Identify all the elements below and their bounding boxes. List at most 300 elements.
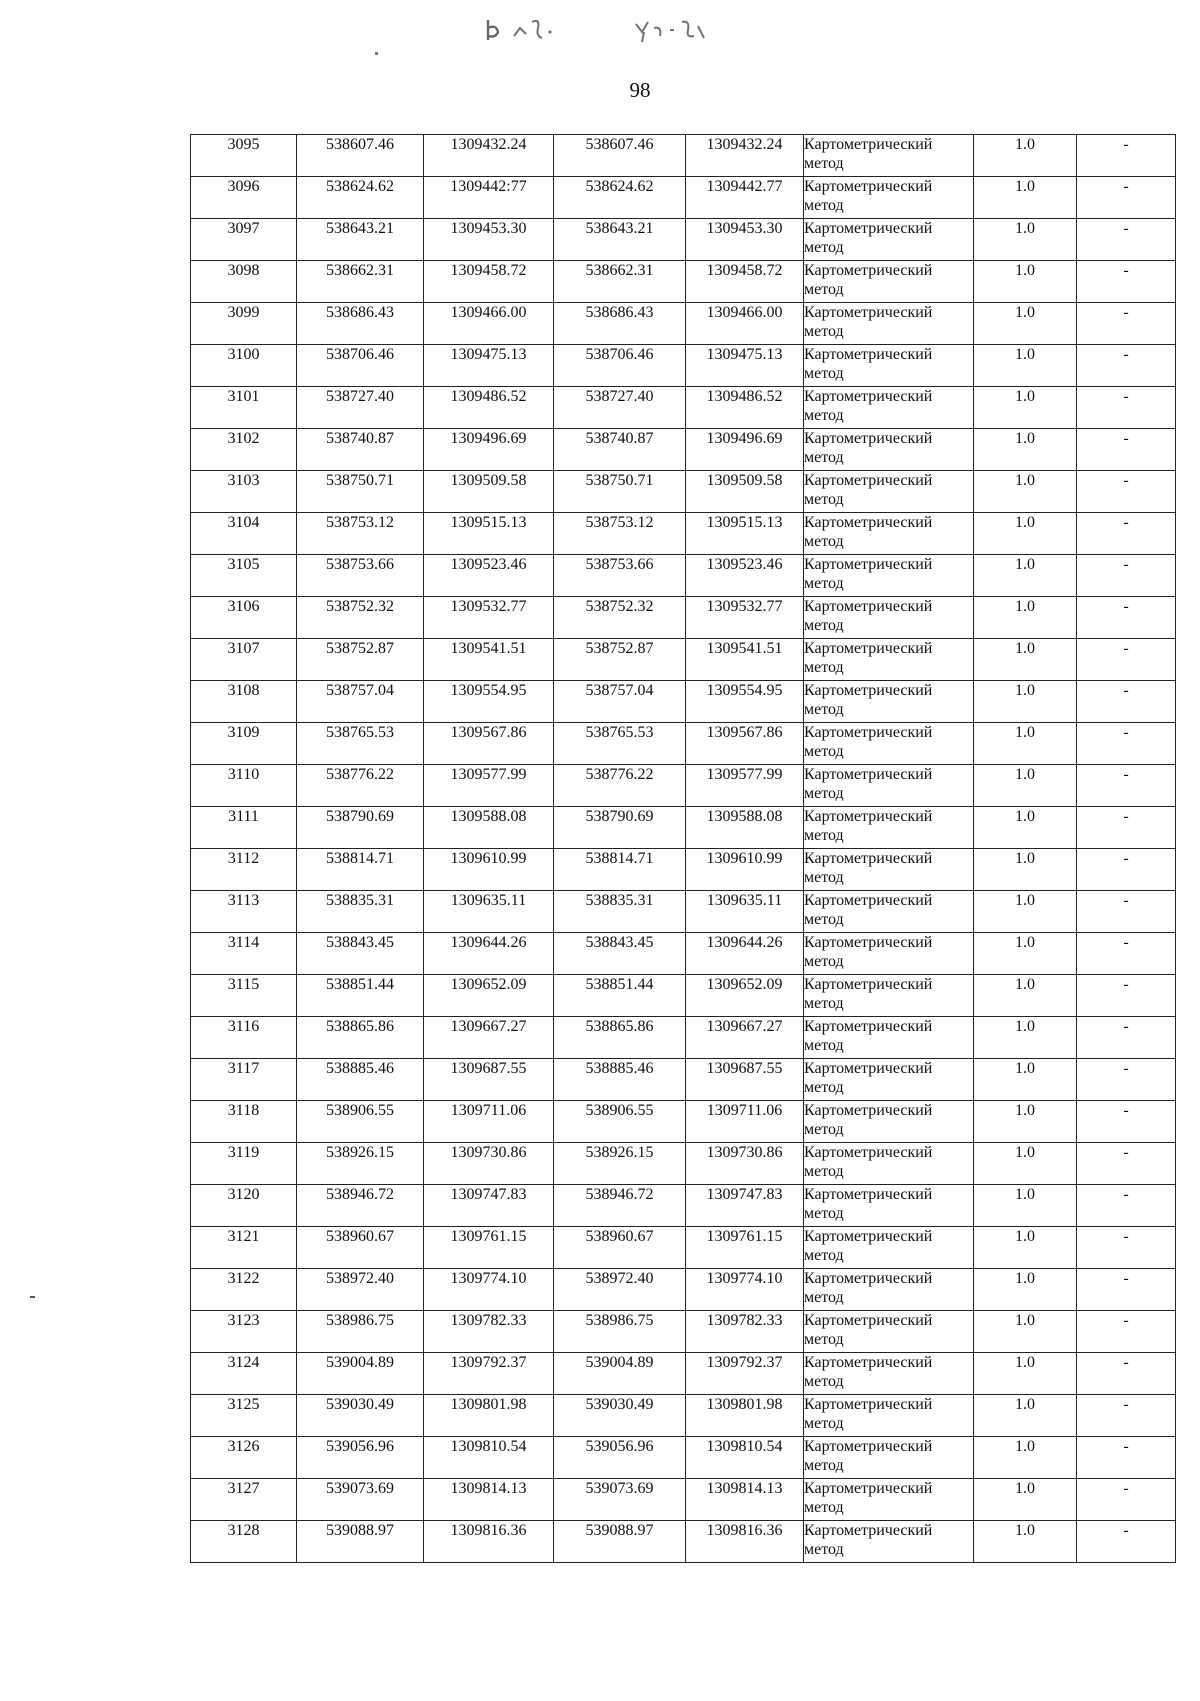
method-label-line1: Картометрический (804, 1522, 933, 1539)
accuracy-cell: 1.0 (974, 345, 1077, 387)
note-cell: - (1077, 681, 1176, 723)
method-label-line2: метод (804, 533, 844, 550)
accuracy-cell: 1.0 (974, 975, 1077, 1017)
accuracy-cell: 1.0 (974, 597, 1077, 639)
table-row (191, 1143, 1176, 1185)
y-old-cell: 1309730.86 (424, 1143, 554, 1185)
note-cell: - (1077, 1185, 1176, 1227)
y-new-cell: 1309644.26 (686, 933, 804, 975)
table-row (191, 1395, 1176, 1437)
x-new-cell: 538624.62 (554, 177, 686, 219)
method-label-line1: Картометрический (804, 724, 933, 741)
accuracy-cell: 1.0 (974, 513, 1077, 555)
y-old-cell: 1309610.99 (424, 849, 554, 891)
x-old-cell: 538752.87 (297, 639, 424, 681)
table-row (191, 933, 1176, 975)
table-row (191, 1521, 1176, 1563)
x-new-cell: 538740.87 (554, 429, 686, 471)
y-new-cell: 1309782.33 (686, 1311, 804, 1353)
method-label-line2: метод (804, 323, 844, 340)
y-new-cell: 1309567.86 (686, 723, 804, 765)
x-old-cell: 538662.31 (297, 261, 424, 303)
x-old-cell: 538790.69 (297, 807, 424, 849)
accuracy-cell: 1.0 (974, 1059, 1077, 1101)
method-label-line2: метод (804, 407, 844, 424)
x-old-cell: 538753.12 (297, 513, 424, 555)
method-label-line2: метод (804, 995, 844, 1012)
y-old-cell: 1309442:77 (424, 177, 554, 219)
y-old-cell: 1309774.10 (424, 1269, 554, 1311)
note-cell: - (1077, 1311, 1176, 1353)
table-row (191, 1227, 1176, 1269)
point-number-cell: 3103 (191, 471, 297, 513)
y-old-cell: 1309554.95 (424, 681, 554, 723)
accuracy-cell: 1.0 (974, 1521, 1077, 1563)
y-old-cell: 1309635.11 (424, 891, 554, 933)
method-cell (804, 1059, 974, 1101)
coordinates-table (190, 134, 1176, 1563)
table-row (191, 555, 1176, 597)
method-label-line1: Картометрический (804, 976, 933, 993)
accuracy-cell: 1.0 (974, 1437, 1077, 1479)
x-new-cell: 538662.31 (554, 261, 686, 303)
y-new-cell: 1309442.77 (686, 177, 804, 219)
method-cell (804, 849, 974, 891)
accuracy-cell: 1.0 (974, 387, 1077, 429)
method-label-line1: Картометрический (804, 808, 933, 825)
x-old-cell: 538752.32 (297, 597, 424, 639)
point-number-cell: 3102 (191, 429, 297, 471)
method-label-line2: метод (804, 617, 844, 634)
x-old-cell: 539004.89 (297, 1353, 424, 1395)
x-new-cell: 538885.46 (554, 1059, 686, 1101)
x-new-cell: 538946.72 (554, 1185, 686, 1227)
note-cell: - (1077, 891, 1176, 933)
table-row (191, 1437, 1176, 1479)
method-label-line1: Картометрический (804, 766, 933, 783)
y-old-cell: 1309515.13 (424, 513, 554, 555)
table-row (191, 891, 1176, 933)
coordinates-table-body (191, 135, 1176, 1563)
method-label-line1: Картометрический (804, 136, 933, 153)
point-number-cell: 3126 (191, 1437, 297, 1479)
table-row (191, 303, 1176, 345)
note-cell: - (1077, 807, 1176, 849)
method-cell (804, 1311, 974, 1353)
x-new-cell: 538790.69 (554, 807, 686, 849)
x-new-cell: 538865.86 (554, 1017, 686, 1059)
point-number-cell: 3116 (191, 1017, 297, 1059)
y-new-cell: 1309523.46 (686, 555, 804, 597)
y-old-cell: 1309801.98 (424, 1395, 554, 1437)
y-old-cell: 1309458.72 (424, 261, 554, 303)
table-row (191, 975, 1176, 1017)
method-label-line1: Картометрический (804, 220, 933, 237)
y-new-cell: 1309554.95 (686, 681, 804, 723)
method-cell (804, 723, 974, 765)
x-new-cell: 538750.71 (554, 471, 686, 513)
note-cell: - (1077, 1395, 1176, 1437)
x-old-cell: 538986.75 (297, 1311, 424, 1353)
point-number-cell: 3096 (191, 177, 297, 219)
method-label-line2: метод (804, 869, 844, 886)
method-label-line2: метод (804, 449, 844, 466)
method-label-line2: метод (804, 1331, 844, 1348)
y-new-cell: 1309541.51 (686, 639, 804, 681)
y-new-cell: 1309792.37 (686, 1353, 804, 1395)
point-number-cell: 3098 (191, 261, 297, 303)
method-cell (804, 933, 974, 975)
note-cell: - (1077, 1353, 1176, 1395)
method-cell (804, 177, 974, 219)
y-new-cell: 1309466.00 (686, 303, 804, 345)
method-cell (804, 555, 974, 597)
x-old-cell: 538765.53 (297, 723, 424, 765)
x-old-cell: 538885.46 (297, 1059, 424, 1101)
y-old-cell: 1309711.06 (424, 1101, 554, 1143)
method-label-line2: метод (804, 1247, 844, 1264)
y-new-cell: 1309458.72 (686, 261, 804, 303)
method-cell (804, 681, 974, 723)
method-label-line1: Картометрический (804, 1354, 933, 1371)
y-new-cell: 1309515.13 (686, 513, 804, 555)
note-cell: - (1077, 1269, 1176, 1311)
x-old-cell: 538946.72 (297, 1185, 424, 1227)
method-cell (804, 891, 974, 933)
method-label-line1: Картометрический (804, 850, 933, 867)
accuracy-cell: 1.0 (974, 1311, 1077, 1353)
page-number: 98 (629, 78, 651, 102)
x-new-cell: 538986.75 (554, 1311, 686, 1353)
point-number-cell: 3095 (191, 135, 297, 177)
y-old-cell: 1309687.55 (424, 1059, 554, 1101)
y-new-cell: 1309588.08 (686, 807, 804, 849)
method-cell (804, 1101, 974, 1143)
method-label-line2: метод (804, 659, 844, 676)
table-row (191, 639, 1176, 681)
y-new-cell: 1309667.27 (686, 1017, 804, 1059)
table-row (191, 513, 1176, 555)
table-row (191, 1479, 1176, 1521)
table-row (191, 345, 1176, 387)
y-new-cell: 1309810.54 (686, 1437, 804, 1479)
y-old-cell: 1309541.51 (424, 639, 554, 681)
x-old-cell: 538926.15 (297, 1143, 424, 1185)
table-row (191, 387, 1176, 429)
point-number-cell: 3113 (191, 891, 297, 933)
y-old-cell: 1309816.36 (424, 1521, 554, 1563)
point-number-cell: 3123 (191, 1311, 297, 1353)
accuracy-cell: 1.0 (974, 849, 1077, 891)
method-label-line1: Картометрический (804, 556, 933, 573)
method-label-line1: Картометрический (804, 1102, 933, 1119)
point-number-cell: 3105 (191, 555, 297, 597)
x-old-cell: 538624.62 (297, 177, 424, 219)
x-new-cell: 538926.15 (554, 1143, 686, 1185)
method-label-line1: Картометрический (804, 1228, 933, 1245)
point-number-cell: 3111 (191, 807, 297, 849)
x-new-cell: 538851.44 (554, 975, 686, 1017)
x-old-cell: 538835.31 (297, 891, 424, 933)
x-old-cell: 538750.71 (297, 471, 424, 513)
note-cell: - (1077, 471, 1176, 513)
x-new-cell: 538706.46 (554, 345, 686, 387)
table-row (191, 471, 1176, 513)
accuracy-cell: 1.0 (974, 1395, 1077, 1437)
scan-speck (375, 52, 378, 55)
table-row (191, 1185, 1176, 1227)
note-cell: - (1077, 639, 1176, 681)
y-old-cell: 1309810.54 (424, 1437, 554, 1479)
method-label-line2: метод (804, 911, 844, 928)
point-number-cell: 3109 (191, 723, 297, 765)
method-cell (804, 513, 974, 555)
table-row (191, 135, 1176, 177)
y-old-cell: 1309432.24 (424, 135, 554, 177)
x-new-cell: 539030.49 (554, 1395, 686, 1437)
method-label-line1: Картометрический (804, 640, 933, 657)
y-new-cell: 1309432.24 (686, 135, 804, 177)
point-number-cell: 3117 (191, 1059, 297, 1101)
y-old-cell: 1309567.86 (424, 723, 554, 765)
y-new-cell: 1309475.13 (686, 345, 804, 387)
method-label-line1: Картометрический (804, 1270, 933, 1287)
accuracy-cell: 1.0 (974, 177, 1077, 219)
method-label-line2: метод (804, 743, 844, 760)
y-old-cell: 1309475.13 (424, 345, 554, 387)
method-label-line2: метод (804, 491, 844, 508)
y-new-cell: 1309761.15 (686, 1227, 804, 1269)
y-old-cell: 1309453.30 (424, 219, 554, 261)
x-old-cell: 538753.66 (297, 555, 424, 597)
y-new-cell: 1309509.58 (686, 471, 804, 513)
accuracy-cell: 1.0 (974, 303, 1077, 345)
method-label-line2: метод (804, 1457, 844, 1474)
method-cell (804, 1353, 974, 1395)
table-row (191, 1311, 1176, 1353)
accuracy-cell: 1.0 (974, 471, 1077, 513)
x-new-cell: 538776.22 (554, 765, 686, 807)
y-new-cell: 1309730.86 (686, 1143, 804, 1185)
method-label-line1: Картометрический (804, 262, 933, 279)
y-old-cell: 1309509.58 (424, 471, 554, 513)
accuracy-cell: 1.0 (974, 219, 1077, 261)
method-label-line1: Картометрический (804, 1018, 933, 1035)
table-row (191, 681, 1176, 723)
method-label-line1: Картометрический (804, 178, 933, 195)
method-cell (804, 1395, 974, 1437)
method-cell (804, 345, 974, 387)
accuracy-cell: 1.0 (974, 1143, 1077, 1185)
point-number-cell: 3112 (191, 849, 297, 891)
accuracy-cell: 1.0 (974, 1017, 1077, 1059)
x-old-cell: 538740.87 (297, 429, 424, 471)
table-row (191, 261, 1176, 303)
accuracy-cell: 1.0 (974, 1479, 1077, 1521)
method-label-line2: метод (804, 1499, 844, 1516)
method-label-line1: Картометрический (804, 1186, 933, 1203)
y-old-cell: 1309644.26 (424, 933, 554, 975)
method-label-line2: метод (804, 1163, 844, 1180)
accuracy-cell: 1.0 (974, 1353, 1077, 1395)
accuracy-cell: 1.0 (974, 135, 1077, 177)
note-cell: - (1077, 261, 1176, 303)
point-number-cell: 3110 (191, 765, 297, 807)
y-old-cell: 1309782.33 (424, 1311, 554, 1353)
point-number-cell: 3099 (191, 303, 297, 345)
y-old-cell: 1309652.09 (424, 975, 554, 1017)
method-label-line2: метод (804, 365, 844, 382)
table-row (191, 1353, 1176, 1395)
x-new-cell: 538753.12 (554, 513, 686, 555)
x-old-cell: 539088.97 (297, 1521, 424, 1563)
y-new-cell: 1309577.99 (686, 765, 804, 807)
method-label-line2: метод (804, 1373, 844, 1390)
point-number-cell: 3124 (191, 1353, 297, 1395)
x-new-cell: 538972.40 (554, 1269, 686, 1311)
x-old-cell: 538843.45 (297, 933, 424, 975)
note-cell: - (1077, 429, 1176, 471)
method-label-line2: метод (804, 701, 844, 718)
accuracy-cell: 1.0 (974, 1269, 1077, 1311)
x-old-cell: 538814.71 (297, 849, 424, 891)
header-stamp-right (630, 14, 720, 44)
method-label-line1: Картометрический (804, 1312, 933, 1329)
point-number-cell: 3100 (191, 345, 297, 387)
margin-mark (30, 1296, 35, 1298)
y-new-cell: 1309486.52 (686, 387, 804, 429)
method-cell (804, 1479, 974, 1521)
y-old-cell: 1309667.27 (424, 1017, 554, 1059)
x-new-cell: 538835.31 (554, 891, 686, 933)
method-label-line1: Картометрический (804, 1480, 933, 1497)
method-cell (804, 261, 974, 303)
method-label-line1: Картометрический (804, 598, 933, 615)
method-label-line2: метод (804, 1037, 844, 1054)
y-new-cell: 1309774.10 (686, 1269, 804, 1311)
y-old-cell: 1309532.77 (424, 597, 554, 639)
point-number-cell: 3101 (191, 387, 297, 429)
accuracy-cell: 1.0 (974, 891, 1077, 933)
y-old-cell: 1309577.99 (424, 765, 554, 807)
note-cell: - (1077, 1521, 1176, 1563)
note-cell: - (1077, 345, 1176, 387)
x-old-cell: 538865.86 (297, 1017, 424, 1059)
note-cell: - (1077, 513, 1176, 555)
accuracy-cell: 1.0 (974, 1227, 1077, 1269)
x-new-cell: 539073.69 (554, 1479, 686, 1521)
table-row (191, 429, 1176, 471)
x-new-cell: 538686.43 (554, 303, 686, 345)
method-label-line1: Картометрический (804, 934, 933, 951)
y-old-cell: 1309486.52 (424, 387, 554, 429)
point-number-cell: 3115 (191, 975, 297, 1017)
accuracy-cell: 1.0 (974, 1101, 1077, 1143)
method-label-line2: метод (804, 1415, 844, 1432)
note-cell: - (1077, 1227, 1176, 1269)
accuracy-cell: 1.0 (974, 1185, 1077, 1227)
method-label-line1: Картометрический (804, 1060, 933, 1077)
method-cell (804, 387, 974, 429)
table-row (191, 765, 1176, 807)
y-new-cell: 1309652.09 (686, 975, 804, 1017)
method-cell (804, 429, 974, 471)
y-new-cell: 1309747.83 (686, 1185, 804, 1227)
note-cell: - (1077, 219, 1176, 261)
x-new-cell: 538960.67 (554, 1227, 686, 1269)
table-row (191, 1017, 1176, 1059)
method-label-line1: Картометрический (804, 892, 933, 909)
x-old-cell: 538960.67 (297, 1227, 424, 1269)
point-number-cell: 3107 (191, 639, 297, 681)
x-new-cell: 538906.55 (554, 1101, 686, 1143)
table-row (191, 849, 1176, 891)
x-new-cell: 538752.87 (554, 639, 686, 681)
note-cell: - (1077, 1143, 1176, 1185)
y-new-cell: 1309816.36 (686, 1521, 804, 1563)
method-label-line1: Картометрический (804, 514, 933, 531)
x-new-cell: 539004.89 (554, 1353, 686, 1395)
accuracy-cell: 1.0 (974, 933, 1077, 975)
accuracy-cell: 1.0 (974, 555, 1077, 597)
method-label-line1: Картометрический (804, 304, 933, 321)
method-label-line2: метод (804, 239, 844, 256)
method-cell (804, 135, 974, 177)
x-new-cell: 538765.53 (554, 723, 686, 765)
method-label-line1: Картометрический (804, 346, 933, 363)
x-old-cell: 538643.21 (297, 219, 424, 261)
y-old-cell: 1309588.08 (424, 807, 554, 849)
x-new-cell: 538752.32 (554, 597, 686, 639)
method-cell (804, 1185, 974, 1227)
table-row (191, 1269, 1176, 1311)
method-cell (804, 303, 974, 345)
method-label-line2: метод (804, 827, 844, 844)
y-new-cell: 1309496.69 (686, 429, 804, 471)
point-number-cell: 3104 (191, 513, 297, 555)
x-old-cell: 539030.49 (297, 1395, 424, 1437)
y-new-cell: 1309635.11 (686, 891, 804, 933)
y-old-cell: 1309523.46 (424, 555, 554, 597)
x-old-cell: 538851.44 (297, 975, 424, 1017)
point-number-cell: 3114 (191, 933, 297, 975)
accuracy-cell: 1.0 (974, 639, 1077, 681)
point-number-cell: 3108 (191, 681, 297, 723)
x-new-cell: 538814.71 (554, 849, 686, 891)
point-number-cell: 3097 (191, 219, 297, 261)
note-cell: - (1077, 135, 1176, 177)
header-stamp-left (480, 14, 600, 44)
method-label-line2: метод (804, 575, 844, 592)
y-old-cell: 1309496.69 (424, 429, 554, 471)
note-cell: - (1077, 765, 1176, 807)
note-cell: - (1077, 1059, 1176, 1101)
x-new-cell: 538753.66 (554, 555, 686, 597)
point-number-cell: 3121 (191, 1227, 297, 1269)
y-new-cell: 1309711.06 (686, 1101, 804, 1143)
point-number-cell: 3122 (191, 1269, 297, 1311)
y-old-cell: 1309761.15 (424, 1227, 554, 1269)
method-cell (804, 639, 974, 681)
method-label-line1: Картометрический (804, 1438, 933, 1455)
note-cell: - (1077, 597, 1176, 639)
method-label-line2: метод (804, 155, 844, 172)
method-cell (804, 1017, 974, 1059)
method-cell (804, 1437, 974, 1479)
method-label-line1: Картометрический (804, 472, 933, 489)
point-number-cell: 3119 (191, 1143, 297, 1185)
accuracy-cell: 1.0 (974, 765, 1077, 807)
